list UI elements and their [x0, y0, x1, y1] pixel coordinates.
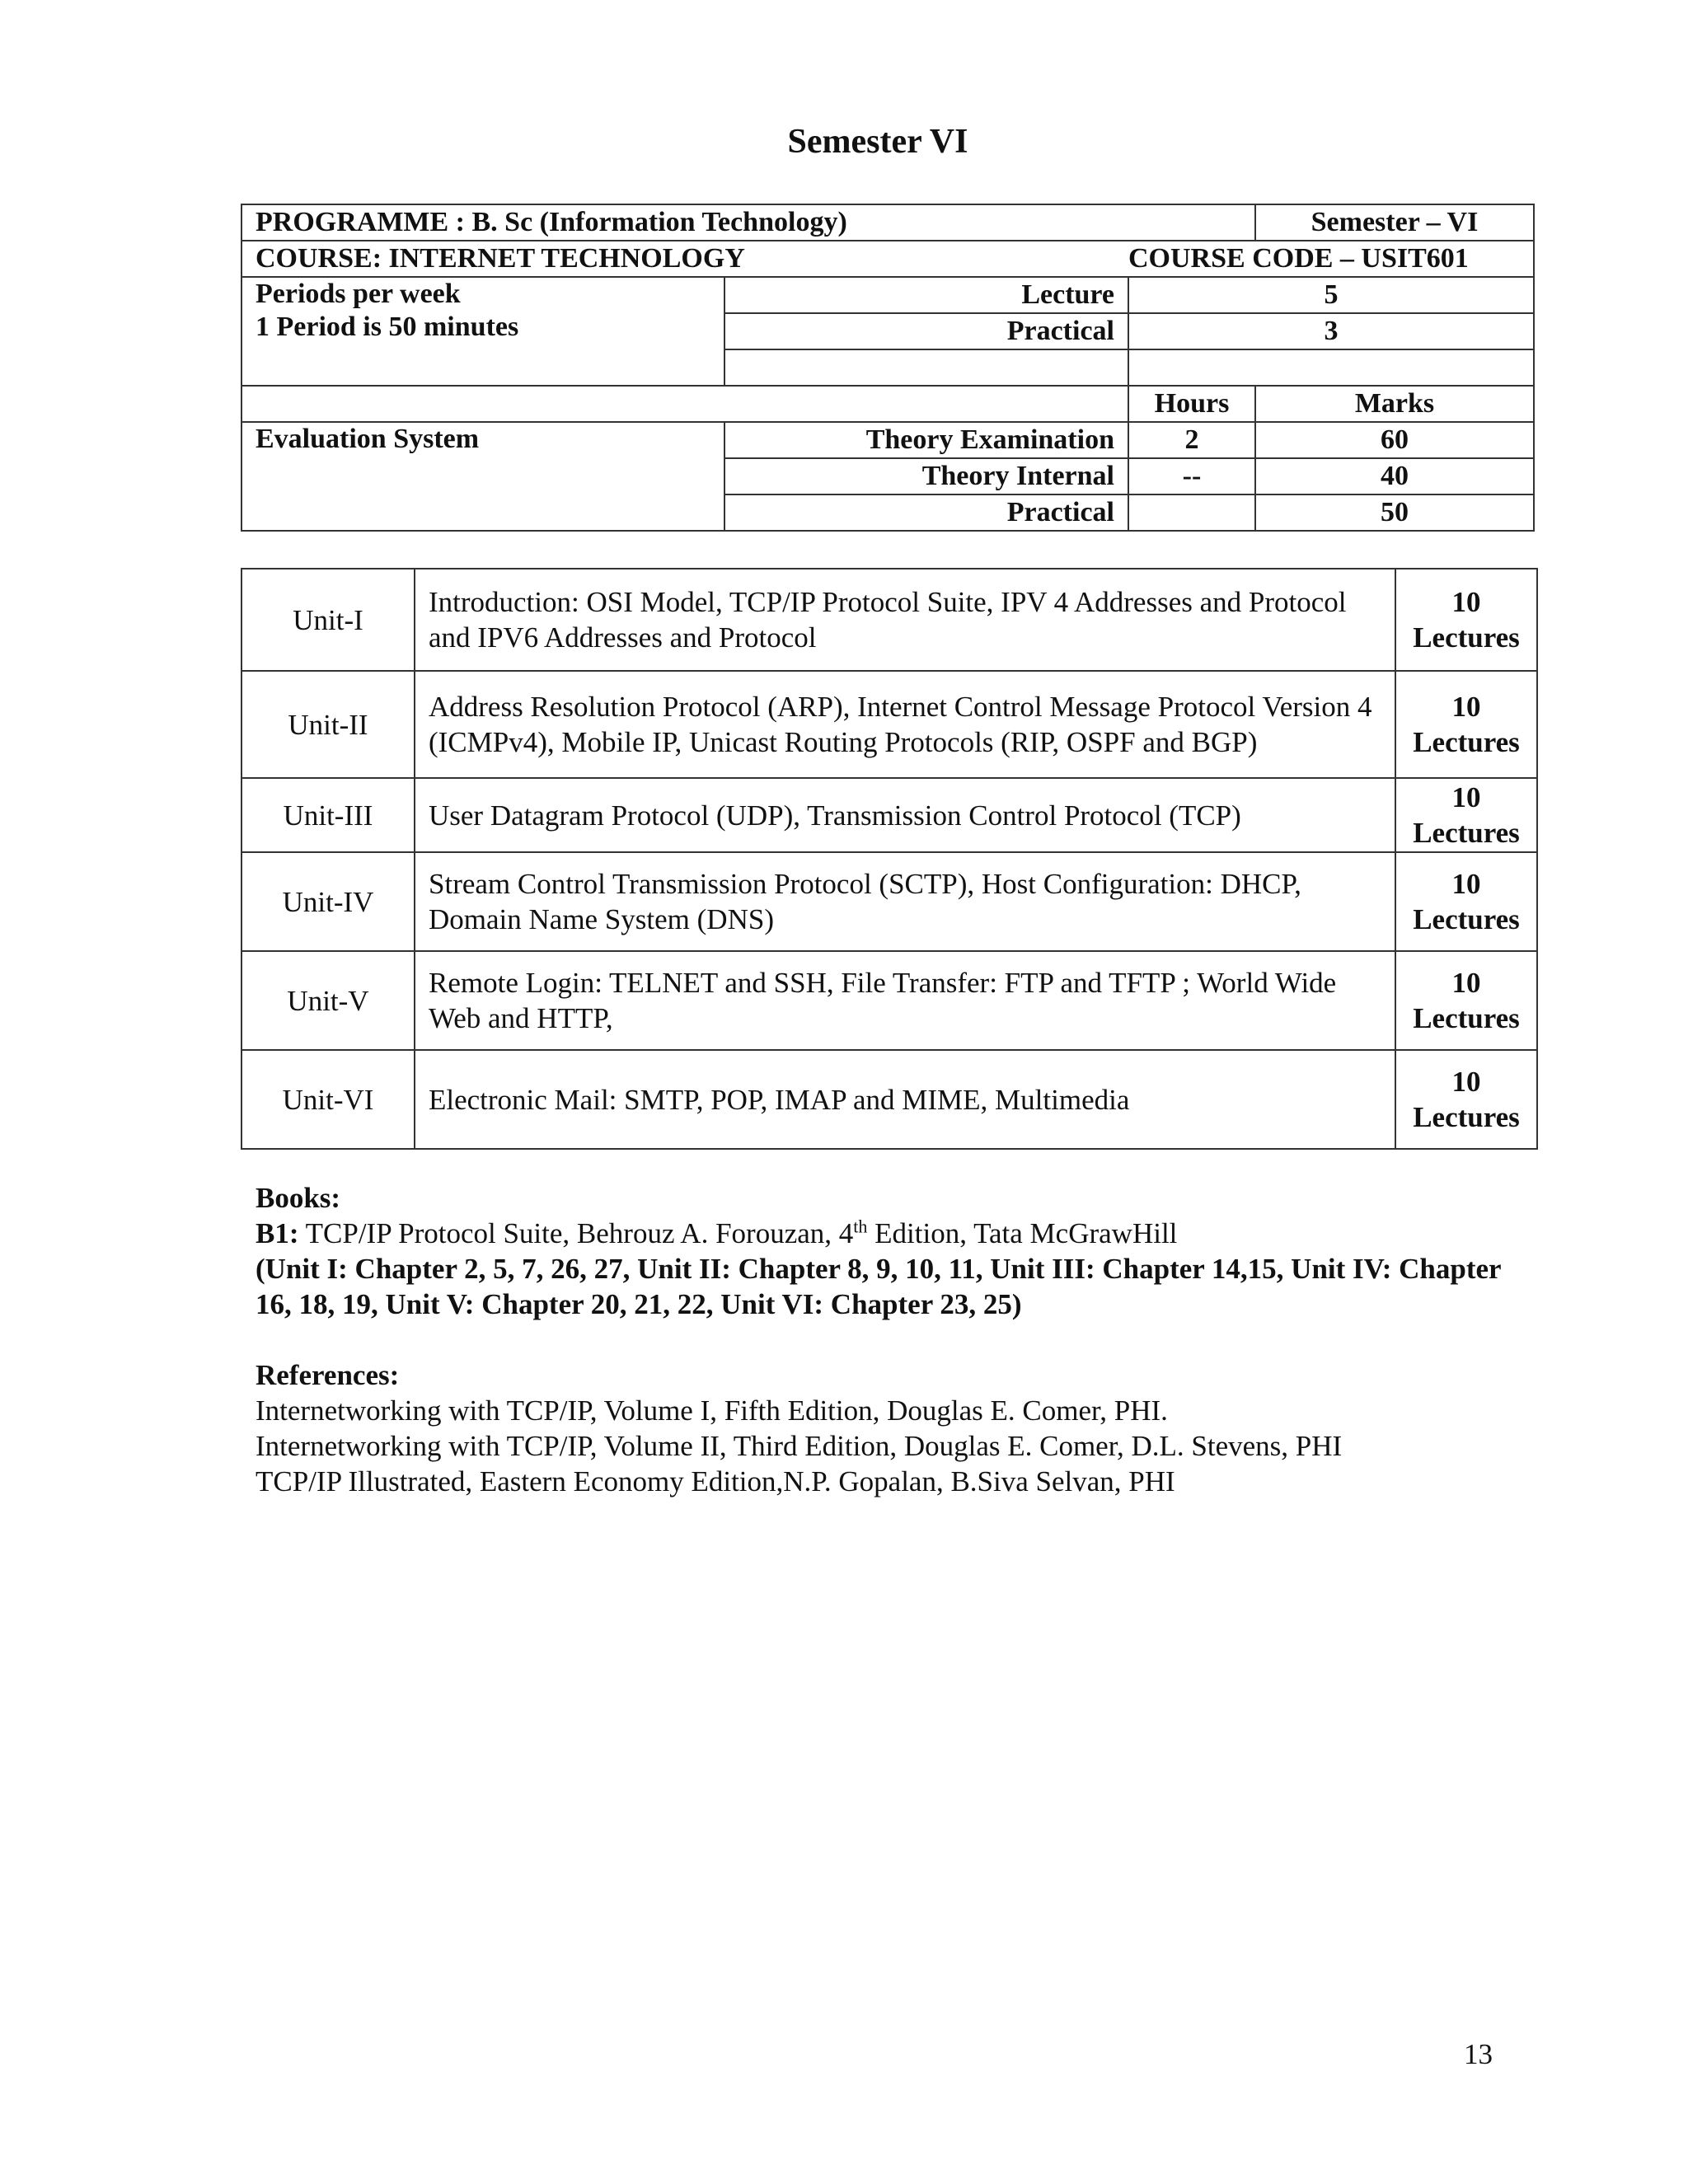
table-row [241, 951, 1537, 1050]
programme-cell: PROGRAMME : B. Sc (Information Technology) [241, 204, 1255, 241]
evaluation-hours: -- [1128, 458, 1255, 494]
course-name-cell: COURSE: INTERNET TECHNOLOGY [241, 241, 1128, 277]
lecture-label: Lectures [1413, 621, 1520, 654]
lecture-label: Lectures [1413, 726, 1520, 758]
period-note: 1 Period is 50 minutes [256, 312, 519, 342]
lecture-label: Lecture [724, 277, 1128, 313]
references-heading: References: [256, 1359, 400, 1391]
table-row [241, 852, 1537, 951]
units-table [241, 568, 1538, 1150]
course-code: COURSE CODE – USIT601 [1128, 243, 1469, 274]
unit-name: Unit-III [241, 778, 415, 852]
lecture-count: 10 [1451, 586, 1481, 618]
marks-header: Marks [1255, 386, 1534, 422]
evaluation-marks: 50 [1255, 494, 1534, 531]
book-b1-rest: Edition, Tata McGrawHill [874, 1217, 1178, 1249]
hours-header: Hours [1128, 386, 1255, 422]
table-row [241, 671, 1537, 778]
periods-label: Periods per week [256, 279, 461, 309]
books-section [256, 1180, 1541, 1499]
semester-cell: Semester – VI [1255, 204, 1534, 241]
practical-value: 3 [1128, 313, 1534, 349]
lecture-value: 5 [1128, 277, 1534, 313]
empty-cell [1128, 349, 1534, 386]
evaluation-label: Evaluation System [241, 422, 724, 531]
unit-topics: Electronic Mail: SMTP, POP, IMAP and MIME, Multimedia [415, 1050, 1395, 1149]
unit-lectures [1395, 1050, 1537, 1149]
evaluation-hours: 2 [1128, 422, 1255, 458]
reference-item: Internetworking with TCP/IP, Volume II, Third Edition, Douglas E. Comer, D.L. Stevens, PHI [256, 1430, 1343, 1462]
unit-lectures [1395, 951, 1537, 1050]
lecture-count: 10 [1451, 868, 1481, 900]
evaluation-item-label: Practical [724, 494, 1128, 531]
lecture-count: 10 [1451, 967, 1481, 999]
unit-lectures [1395, 671, 1537, 778]
table-row [241, 422, 1534, 458]
lecture-label: Lectures [1413, 1002, 1520, 1034]
unit-name: Unit-IV [241, 852, 415, 951]
lecture-count: 10 [1451, 1066, 1481, 1098]
periods-cell [241, 277, 724, 386]
evaluation-hours [1128, 494, 1255, 531]
book-chapters: (Unit I: Chapter 2, 5, 7, 26, 27, Unit II: Chapter 8, 9, 10, 11, Unit III: Chapter 14,15, Unit IV: Chapter 16, 18, 19, Unit V: Chapter 20, 21, 22, Unit VI: Chapter 23, 25) [256, 1253, 1501, 1320]
book-b1-label: B1: [256, 1217, 299, 1249]
empty-cell [241, 386, 1128, 422]
evaluation-item-label: Theory Examination [724, 422, 1128, 458]
table-row [241, 778, 1537, 852]
evaluation-item-label: Theory Internal [724, 458, 1128, 494]
books-heading: Books: [256, 1182, 341, 1214]
table-row [241, 1050, 1537, 1149]
table-row [241, 386, 1534, 422]
lecture-label: Lectures [1413, 903, 1520, 935]
reference-item: TCP/IP Illustrated, Eastern Economy Edition,N.P. Gopalan, B.Siva Selvan, PHI [256, 1465, 1175, 1497]
lecture-count: 10 [1451, 781, 1481, 813]
page-title: Semester VI [787, 123, 968, 161]
course-info-table [241, 204, 1535, 532]
practical-label: Practical [724, 313, 1128, 349]
evaluation-marks: 60 [1255, 422, 1534, 458]
lecture-label: Lectures [1413, 1101, 1520, 1133]
empty-cell [724, 349, 1128, 386]
table-row [241, 569, 1537, 671]
unit-topics: Introduction: OSI Model, TCP/IP Protocol Suite, IPV 4 Addresses and Protocol and IPV6 Addresses and Protocol [415, 569, 1395, 671]
book-b1 [256, 1216, 1541, 1251]
unit-name: Unit-VI [241, 1050, 415, 1149]
unit-topics: Remote Login: TELNET and SSH, File Transfer: FTP and TFTP ; World Wide Web and HTTP, [415, 951, 1395, 1050]
unit-lectures [1395, 852, 1537, 951]
book-b1-sup: th [853, 1216, 868, 1237]
table-row [241, 277, 1534, 313]
unit-lectures [1395, 569, 1537, 671]
table-row [241, 204, 1534, 241]
unit-name: Unit-V [241, 951, 415, 1050]
unit-topics: Stream Control Transmission Protocol (SCTP), Host Configuration: DHCP, Domain Name System (DNS) [415, 852, 1395, 951]
page-number: 13 [1464, 2038, 1493, 2070]
evaluation-marks: 40 [1255, 458, 1534, 494]
lecture-count: 10 [1451, 691, 1481, 723]
unit-name: Unit-II [241, 671, 415, 778]
unit-name: Unit-I [241, 569, 415, 671]
lecture-label: Lectures [1413, 817, 1520, 849]
table-row [241, 241, 1534, 277]
book-b1-title: TCP/IP Protocol Suite, Behrouz A. Forouzan, 4 [305, 1217, 854, 1249]
unit-topics: Address Resolution Protocol (ARP), Internet Control Message Protocol Version 4 (ICMPv4), Mobile IP, Unicast Routing Protocols (RIP, OSPF and BGP) [415, 671, 1395, 778]
unit-topics: User Datagram Protocol (UDP), Transmission Control Protocol (TCP) [415, 778, 1395, 852]
unit-lectures [1395, 778, 1537, 852]
course-code-cell [1128, 241, 1534, 277]
reference-item: Internetworking with TCP/IP, Volume I, Fifth Edition, Douglas E. Comer, PHI. [256, 1394, 1168, 1427]
